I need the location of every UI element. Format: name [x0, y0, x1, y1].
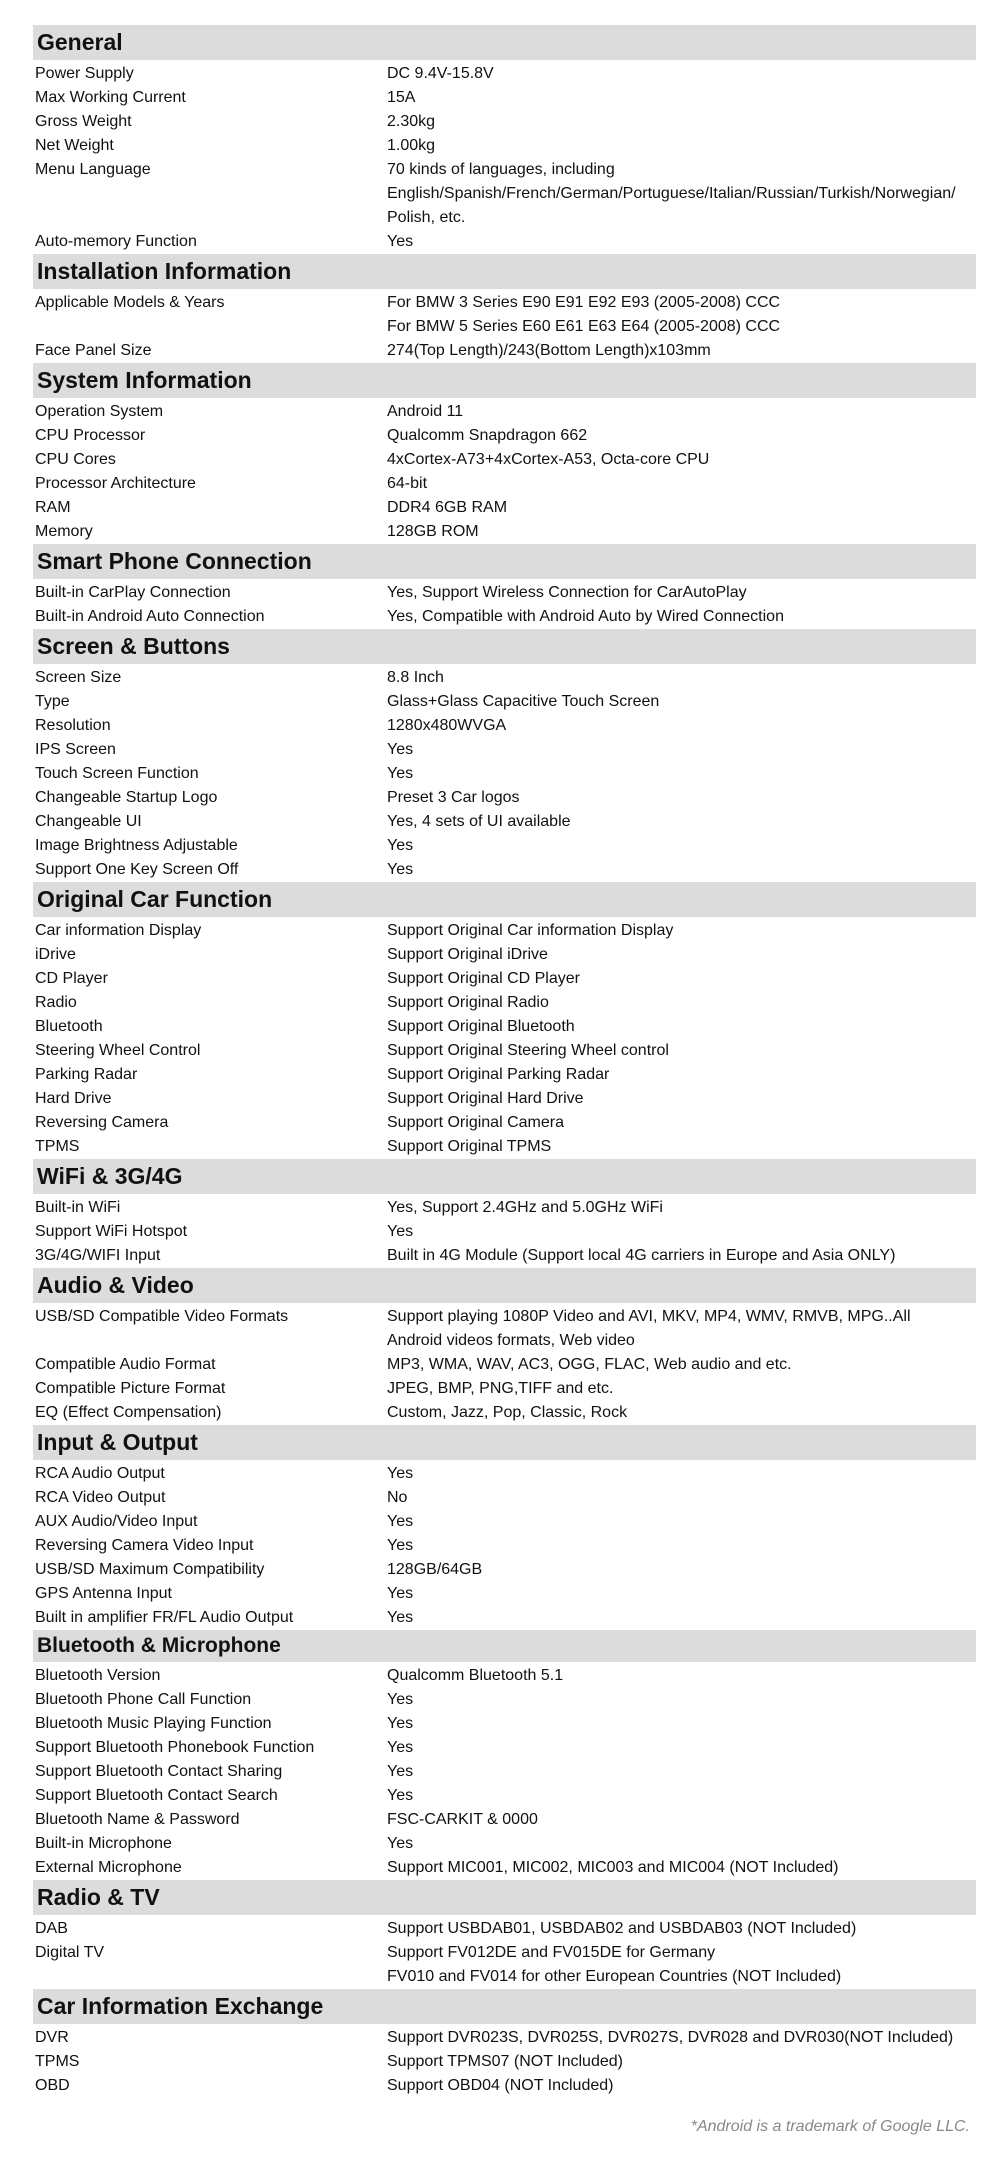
section-title: General — [33, 25, 976, 60]
spec-row — [33, 834, 976, 858]
spec-label: Support Bluetooth Contact Sharing — [35, 1763, 283, 1780]
spec-row — [33, 1039, 976, 1063]
spec-value — [387, 1220, 976, 1244]
spec-row — [33, 1712, 976, 1736]
spec-value-line: Yes — [387, 741, 414, 758]
spec-value — [387, 1534, 976, 1558]
spec-label: USB/SD Compatible Video Formats — [35, 1308, 289, 1325]
spec-value-line: 1.00kg — [387, 137, 436, 154]
spec-value — [387, 158, 976, 230]
spec-row — [33, 1917, 976, 1941]
spec-value-line: Support OBD04 (NOT Included) — [387, 2077, 614, 2094]
spec-value-line: JPEG, BMP, PNG,TIFF and etc. — [387, 1380, 614, 1397]
spec-row — [33, 1606, 976, 1630]
spec-value-line: 4xCortex-A73+4xCortex-A53, Octa-core CPU — [387, 451, 710, 468]
spec-value-line: Support Original CD Player — [387, 970, 580, 987]
spec-value-line: Support Original TPMS — [387, 1138, 552, 1155]
spec-label: Gross Weight — [35, 113, 132, 130]
spec-value-line: Yes — [387, 233, 414, 250]
spec-value — [387, 1582, 976, 1606]
spec-value-line: Android 11 — [387, 403, 464, 420]
section-title: Radio & TV — [33, 1880, 976, 1915]
spec-value — [387, 1244, 976, 1268]
spec-value-line: 64-bit — [387, 475, 428, 492]
spec-row — [33, 1688, 976, 1712]
spec-value — [387, 1510, 976, 1534]
spec-label: Screen Size — [35, 669, 122, 686]
spec-value — [387, 858, 976, 882]
section-title: System Information — [33, 363, 976, 398]
spec-value — [387, 1377, 976, 1401]
spec-value-line: Yes, Support 2.4GHz and 5.0GHz WiFi — [387, 1199, 663, 1216]
spec-value-line: Polish, etc. — [387, 209, 466, 226]
spec-value-line: Support Original Hard Drive — [387, 1090, 584, 1107]
section-title: Bluetooth & Microphone — [33, 1630, 976, 1662]
spec-value-line: DDR4 6GB RAM — [387, 499, 508, 516]
spec-value-line: MP3, WMA, WAV, AC3, OGG, FLAC, Web audio and etc. — [387, 1356, 792, 1373]
spec-value — [387, 1305, 976, 1353]
section-title: Car Information Exchange — [33, 1989, 976, 2024]
spec-label: Support One Key Screen Off — [35, 861, 239, 878]
spec-value — [387, 690, 976, 714]
spec-value — [387, 1196, 976, 1220]
spec-row — [33, 1534, 976, 1558]
spec-value-line: Yes — [387, 1763, 414, 1780]
spec-row — [33, 605, 976, 629]
spec-value — [387, 110, 976, 134]
spec-label: RAM — [35, 499, 71, 516]
spec-value-line: Yes — [387, 837, 414, 854]
spec-label: EQ (Effect Compensation) — [35, 1404, 222, 1421]
spec-row — [33, 714, 976, 738]
spec-label: Bluetooth Phone Call Function — [35, 1691, 252, 1708]
spec-value-line: English/Spanish/French/German/Portuguese/Italian/Russian/Turkish/Norwegian/ — [387, 185, 956, 202]
spec-value — [387, 230, 976, 254]
spec-label: Face Panel Size — [35, 342, 152, 359]
spec-row — [33, 230, 976, 254]
spec-label: Memory — [35, 523, 93, 540]
spec-value-line: FSC-CARKIT & 0000 — [387, 1811, 538, 1828]
spec-label: 3G/4G/WIFI Input — [35, 1247, 161, 1264]
spec-value-line: Support Original Steering Wheel control — [387, 1042, 669, 1059]
spec-value — [387, 496, 976, 520]
spec-label: Bluetooth Version — [35, 1667, 161, 1684]
spec-row — [33, 786, 976, 810]
spec-row — [33, 1784, 976, 1808]
spec-value-line: No — [387, 1489, 408, 1506]
spec-row — [33, 448, 976, 472]
spec-value — [387, 1486, 976, 1510]
spec-row — [33, 666, 976, 690]
spec-label: Power Supply — [35, 65, 134, 82]
spec-value — [387, 1401, 976, 1425]
spec-value — [387, 991, 976, 1015]
spec-label: Bluetooth — [35, 1018, 103, 1035]
spec-value-line: Yes — [387, 1691, 414, 1708]
spec-value-line: Support playing 1080P Video and AVI, MKV, MP4, WMV, RMVB, MPG..All — [387, 1308, 911, 1325]
spec-value — [387, 1917, 976, 1941]
spec-value — [387, 2026, 976, 2050]
spec-label: Support Bluetooth Phonebook Function — [35, 1739, 315, 1756]
spec-value-line: Yes — [387, 1787, 414, 1804]
spec-label: Changeable Startup Logo — [35, 789, 218, 806]
spec-label: IPS Screen — [35, 741, 116, 758]
spec-value-line: Yes — [387, 1537, 414, 1554]
spec-value — [387, 62, 976, 86]
spec-value — [387, 967, 976, 991]
spec-value — [387, 1606, 976, 1630]
spec-value — [387, 400, 976, 424]
spec-value — [387, 1664, 976, 1688]
spec-value-line: 70 kinds of languages, including — [387, 161, 615, 178]
spec-value — [387, 1688, 976, 1712]
spec-label: Reversing Camera — [35, 1114, 169, 1131]
spec-value-line: Support Original Parking Radar — [387, 1066, 610, 1083]
spec-label: External Microphone — [35, 1859, 182, 1876]
spec-row — [33, 1244, 976, 1268]
spec-row — [33, 1196, 976, 1220]
spec-label: Changeable UI — [35, 813, 142, 830]
spec-value-line: 15A — [387, 89, 416, 106]
spec-label: Built in amplifier FR/FL Audio Output — [35, 1609, 294, 1626]
spec-row — [33, 339, 976, 363]
spec-value — [387, 714, 976, 738]
spec-label: iDrive — [35, 946, 76, 963]
spec-row — [33, 1736, 976, 1760]
spec-value — [387, 1039, 976, 1063]
spec-label: CPU Processor — [35, 427, 146, 444]
spec-row — [33, 291, 976, 339]
spec-row — [33, 62, 976, 86]
section-title: Installation Information — [33, 254, 976, 289]
spec-value — [387, 943, 976, 967]
spec-row — [33, 991, 976, 1015]
spec-row — [33, 1063, 976, 1087]
spec-row — [33, 1582, 976, 1606]
spec-value — [387, 1856, 976, 1880]
spec-value — [387, 2050, 976, 2074]
spec-value-line: Custom, Jazz, Pop, Classic, Rock — [387, 1404, 628, 1421]
spec-row — [33, 1558, 976, 1582]
spec-row — [33, 1486, 976, 1510]
spec-label: RCA Video Output — [35, 1489, 166, 1506]
spec-value-line: Yes, Compatible with Android Auto by Wired Connection — [387, 608, 784, 625]
spec-value — [387, 1087, 976, 1111]
spec-row — [33, 1856, 976, 1880]
spec-label: Bluetooth Name & Password — [35, 1811, 240, 1828]
spec-row — [33, 2026, 976, 2050]
spec-value-line: Yes — [387, 1609, 414, 1626]
spec-row — [33, 943, 976, 967]
spec-value-line: 1280x480WVGA — [387, 717, 507, 734]
spec-row — [33, 762, 976, 786]
spec-value — [387, 786, 976, 810]
spec-row — [33, 1760, 976, 1784]
spec-value-line: FV010 and FV014 for other European Countries (NOT Included) — [387, 1968, 842, 1985]
spec-row — [33, 738, 976, 762]
spec-label: TPMS — [35, 2053, 80, 2070]
spec-value — [387, 762, 976, 786]
spec-value — [387, 472, 976, 496]
section-title: Smart Phone Connection — [33, 544, 976, 579]
spec-value — [387, 339, 976, 363]
spec-section — [33, 544, 976, 629]
spec-value-line: Yes — [387, 765, 414, 782]
spec-value-line: 8.8 Inch — [387, 669, 444, 686]
spec-value — [387, 666, 976, 690]
spec-value — [387, 1353, 976, 1377]
spec-value — [387, 1736, 976, 1760]
spec-value-line: Support Original Car information Display — [387, 922, 674, 939]
spec-value-line: Support Original Bluetooth — [387, 1018, 575, 1035]
spec-label: Compatible Audio Format — [35, 1356, 216, 1373]
spec-value — [387, 581, 976, 605]
spec-row — [33, 1664, 976, 1688]
spec-value — [387, 1941, 976, 1989]
spec-value — [387, 605, 976, 629]
spec-value-line: Support FV012DE and FV015DE for Germany — [387, 1944, 716, 1961]
spec-value-line: DC 9.4V-15.8V — [387, 65, 494, 82]
spec-row — [33, 581, 976, 605]
spec-value-line: Yes — [387, 1513, 414, 1530]
spec-value-line: Android videos formats, Web video — [387, 1332, 635, 1349]
spec-value-line: Preset 3 Car logos — [387, 789, 520, 806]
spec-row — [33, 520, 976, 544]
spec-row — [33, 1111, 976, 1135]
spec-row — [33, 1808, 976, 1832]
spec-value — [387, 291, 976, 339]
spec-section — [33, 1425, 976, 1630]
spec-row — [33, 1462, 976, 1486]
spec-label: DAB — [35, 1920, 68, 1937]
spec-section — [33, 25, 976, 254]
spec-row — [33, 158, 976, 230]
spec-value-line: Yes — [387, 1223, 414, 1240]
spec-row — [33, 690, 976, 714]
spec-label: OBD — [35, 2077, 70, 2094]
spec-label: Reversing Camera Video Input — [35, 1537, 254, 1554]
spec-section — [33, 1630, 976, 1880]
spec-value-line: Yes — [387, 861, 414, 878]
spec-label: Built-in WiFi — [35, 1199, 121, 1216]
spec-label: Auto-memory Function — [35, 233, 197, 250]
spec-label: Car information Display — [35, 922, 202, 939]
spec-section — [33, 1159, 976, 1268]
spec-value — [387, 134, 976, 158]
spec-label: Type — [35, 693, 70, 710]
spec-value — [387, 1015, 976, 1039]
spec-label: Parking Radar — [35, 1066, 138, 1083]
spec-row — [33, 1135, 976, 1159]
spec-label: Support WiFi Hotspot — [35, 1223, 188, 1240]
spec-label: Built-in Android Auto Connection — [35, 608, 265, 625]
spec-value — [387, 810, 976, 834]
spec-label: USB/SD Maximum Compatibility — [35, 1561, 265, 1578]
spec-value — [387, 1784, 976, 1808]
spec-label: AUX Audio/Video Input — [35, 1513, 198, 1530]
spec-row — [33, 472, 976, 496]
spec-value-line: Built in 4G Module (Support local 4G carriers in Europe and Asia ONLY) — [387, 1247, 896, 1264]
spec-value-line: Yes, Support Wireless Connection for CarAutoPlay — [387, 584, 747, 601]
spec-value-line: Yes — [387, 1739, 414, 1756]
spec-row — [33, 86, 976, 110]
spec-section — [33, 254, 976, 363]
spec-row — [33, 1832, 976, 1856]
section-title: Audio & Video — [33, 1268, 976, 1303]
spec-label: Bluetooth Music Playing Function — [35, 1715, 272, 1732]
spec-value-line: 128GB ROM — [387, 523, 479, 540]
spec-value-line: Support DVR023S, DVR025S, DVR027S, DVR028 and DVR030(NOT Included) — [387, 2029, 954, 2046]
spec-row — [33, 1401, 976, 1425]
spec-value — [387, 2074, 976, 2098]
spec-label: Menu Language — [35, 161, 151, 178]
spec-label: Resolution — [35, 717, 111, 734]
spec-label: DVR — [35, 2029, 69, 2046]
spec-label: Digital TV — [35, 1944, 105, 1961]
spec-row — [33, 1087, 976, 1111]
spec-label: Image Brightness Adjustable — [35, 837, 238, 854]
spec-row — [33, 1510, 976, 1534]
spec-value-line: Support Original iDrive — [387, 946, 548, 963]
spec-value — [387, 1063, 976, 1087]
spec-value-line: Yes — [387, 1585, 414, 1602]
spec-section — [33, 1880, 976, 1989]
section-title: WiFi & 3G/4G — [33, 1159, 976, 1194]
spec-row — [33, 134, 976, 158]
spec-value — [387, 86, 976, 110]
spec-row — [33, 400, 976, 424]
spec-value-line: Support Original Camera — [387, 1114, 564, 1131]
spec-row — [33, 1353, 976, 1377]
spec-row — [33, 1015, 976, 1039]
spec-value — [387, 1760, 976, 1784]
spec-value-line: For BMW 3 Series E90 E91 E92 E93 (2005-2008) CCC — [387, 294, 781, 311]
spec-section — [33, 363, 976, 544]
section-title: Original Car Function — [33, 882, 976, 917]
spec-label: CPU Cores — [35, 451, 116, 468]
spec-label: Built-in CarPlay Connection — [35, 584, 231, 601]
spec-value-line: Yes — [387, 1465, 414, 1482]
spec-row — [33, 1377, 976, 1401]
spec-value — [387, 1808, 976, 1832]
spec-value — [387, 520, 976, 544]
spec-label: Built-in Microphone — [35, 1835, 172, 1852]
spec-label: RCA Audio Output — [35, 1465, 165, 1482]
spec-value-line: Support MIC001, MIC002, MIC003 and MIC004 (NOT Included) — [387, 1859, 839, 1876]
spec-value-line: Yes, 4 sets of UI available — [387, 813, 571, 830]
spec-row — [33, 2074, 976, 2098]
spec-label: Steering Wheel Control — [35, 1042, 201, 1059]
spec-label: TPMS — [35, 1138, 80, 1155]
spec-row — [33, 496, 976, 520]
spec-value-line: Support TPMS07 (NOT Included) — [387, 2053, 623, 2070]
spec-value — [387, 1462, 976, 1486]
spec-sections — [33, 25, 976, 2098]
spec-row — [33, 110, 976, 134]
spec-label: Radio — [35, 994, 77, 1011]
spec-value-line: Glass+Glass Capacitive Touch Screen — [387, 693, 660, 710]
spec-value-line: Support USBDAB01, USBDAB02 and USBDAB03 (NOT Included) — [387, 1920, 857, 1937]
spec-value — [387, 1558, 976, 1582]
spec-value — [387, 1712, 976, 1736]
spec-section — [33, 1989, 976, 2098]
spec-value — [387, 1135, 976, 1159]
spec-value-line: 2.30kg — [387, 113, 436, 130]
spec-label: Touch Screen Function — [35, 765, 199, 782]
spec-value — [387, 919, 976, 943]
spec-label: Processor Architecture — [35, 475, 196, 492]
spec-label: Hard Drive — [35, 1090, 112, 1107]
spec-value-line: 128GB/64GB — [387, 1561, 483, 1578]
trademark-footnote: *Android is a trademark of Google LLC. — [690, 2118, 970, 2135]
spec-row — [33, 1941, 976, 1989]
spec-row — [33, 1305, 976, 1353]
spec-value-line: For BMW 5 Series E60 E61 E63 E64 (2005-2008) CCC — [387, 318, 781, 335]
spec-value — [387, 1832, 976, 1856]
spec-value-line: Support Original Radio — [387, 994, 549, 1011]
spec-label: Operation System — [35, 403, 164, 420]
spec-row — [33, 424, 976, 448]
spec-value — [387, 424, 976, 448]
spec-value-line: Qualcomm Snapdragon 662 — [387, 427, 588, 444]
spec-row — [33, 919, 976, 943]
spec-label: Support Bluetooth Contact Search — [35, 1787, 278, 1804]
spec-row — [33, 1220, 976, 1244]
spec-value-line: Qualcomm Bluetooth 5.1 — [387, 1667, 564, 1684]
spec-value-line: Yes — [387, 1715, 414, 1732]
spec-label: Applicable Models & Years — [35, 294, 225, 311]
spec-label: CD Player — [35, 970, 108, 987]
spec-section — [33, 882, 976, 1159]
spec-section — [33, 1268, 976, 1425]
spec-value — [387, 1111, 976, 1135]
spec-value — [387, 448, 976, 472]
spec-label: Max Working Current — [35, 89, 186, 106]
section-title: Input & Output — [33, 1425, 976, 1460]
spec-value — [387, 738, 976, 762]
section-title: Screen & Buttons — [33, 629, 976, 664]
spec-row — [33, 858, 976, 882]
spec-label: GPS Antenna Input — [35, 1585, 172, 1602]
spec-label: Compatible Picture Format — [35, 1380, 226, 1397]
spec-value-line: 274(Top Length)/243(Bottom Length)x103mm — [387, 342, 711, 359]
spec-section — [33, 629, 976, 882]
spec-value — [387, 834, 976, 858]
spec-row — [33, 967, 976, 991]
spec-label: Net Weight — [35, 137, 114, 154]
spec-row — [33, 2050, 976, 2074]
spec-row — [33, 810, 976, 834]
spec-value-line: Yes — [387, 1835, 414, 1852]
